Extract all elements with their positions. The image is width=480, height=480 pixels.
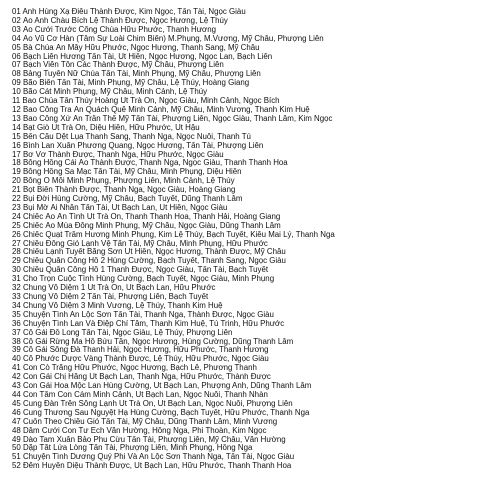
list-item: 24 Chiếc Áo Ân Tình Út Trà Ôn, Thanh Thanh Hoa, Thanh Hải, Hoàng Giang (12, 212, 281, 221)
list-item: 15 Bến Cầu Dệt Lụa Thanh Sang, Thanh Nga, Ngọc Nuôi, Thanh Tú (12, 132, 251, 141)
list-item: 01 Anh Hùng Xạ Điêu Thành Được, Kim Ngọc, Tấn Tài, Ngọc Giàu (12, 8, 246, 16)
list-item: 02 Áo Anh Chàu Bích Lệ Thành Được, Ngọc Hương, Lệ Thủy (12, 16, 228, 25)
list-item: 36 Chuyện Tình Lan Và Điệp Chí Tâm, Thanh Kim Huệ, Tú Trinh, Hữu Phước (12, 319, 285, 328)
list-item: 22 Bụi Đời Hùng Cường, Mỹ Châu, Bạch Tuyết, Dũng Thanh Lâm (12, 195, 243, 204)
list-item: 46 Cung Thương Sau Nguyệt Hạ Hùng Cường, Bạch Tuyết, Hữu Phước, Thanh Nga (12, 408, 310, 417)
list-item: 16 Bình Lan Xuân Phương Quang, Ngọc Hương, Tấn Tài, Phượng Liên (12, 141, 264, 150)
list-item: 45 Cung Đàn Trên Sông Lạnh Út Trà Ôn, Út Bạch Lan, Ngọc Nuôi, Phượng Liên (12, 399, 293, 408)
list-item: 38 Cô Gái Rừng Ma Hồ Bửu Tần, Ngọc Hương, Hùng Cường, Dũng Thanh Lâm (12, 337, 294, 346)
list-item: 21 Bọt Biển Thành Được, Thanh Nga, Ngọc Giàu, Hoàng Giang (12, 186, 236, 195)
list-item: 48 Dâm Cưới Con Tư Ếch Văn Hường, Hồng Nga, Phi Thoàn, Kim Ngọc (12, 426, 267, 435)
list-item: 12 Bao Công Tra Án Quách Quê Minh Cảnh, Mỹ Châu, Minh Vương, Thanh Kim Huệ (12, 105, 310, 114)
list-item: 03 Áo Cưới Trước Cổng Chùa Hữu Phước, Thanh Hương (12, 25, 216, 34)
list-item: 11 Bao Chúa Tần Thủy Hoàng Út Trà Ôn, Ngọc Giàu, Minh Cảnh, Ngọc Bích (12, 97, 280, 106)
list-item: 13 Bao Công Xử Án Trần Thế Mỹ Tấn Tài, Phượng Liên, Ngọc Giàu, Thanh Lâm, Kim Ngọc (12, 114, 333, 123)
list-item: 49 Dào Tam Xuân Bảo Phu Cừu Tấn Tài, Phượng Liên, Mỹ Châu, Văn Hường (12, 435, 286, 444)
list-item: 06 Bạch Liên Hương Tấn Tài, Út Hiền, Ngọc Hương, Ngọc Lan, Bạch Liên (12, 52, 273, 61)
list-item: 25 Chiếc Áo Mùa Đông Minh Phụng, Mỹ Châu, Ngọc Giàu, Dũng Thanh Lâm (12, 221, 281, 230)
list-item: 33 Chung Vô Diệm 2 Tấn Tài, Phượng Liên, Bạch Tuyết (12, 293, 209, 301)
list-item: 41 Con Cò Trắng Hữu Phước, Ngọc Hương, Bạch Lê, Phương Thanh (12, 364, 257, 373)
list-item: 07 Bạch Viên Tôn Các Thành Được, Mỹ Châu, Phượng Liên (12, 61, 224, 70)
list-item: 37 Cô Gái Đồ Long Tấn Tài, Ngọc Giàu, Lệ Thủy, Phượng Liên (12, 328, 233, 337)
list-item: 05 Bà Chúa Ấn Mây Hữu Phước, Ngọc Hương, Thanh Sang, Mỹ Châu (12, 43, 260, 52)
list-item: 08 Bảng Tuyên Nữ Chúa Tấn Tài, Minh Phụng, Mỹ Châu, Phượng Liên (12, 70, 261, 79)
list-item: 18 Bông Hồng Cái Áo Thành Được, Thanh Nga, Ngọc Giàu, Thanh Thanh Hoa (12, 159, 288, 168)
list-item: 52 Đêm Huyền Diệu Thành Được, Út Bạch Lan, Hữu Phước, Thanh Thanh Hoa (12, 462, 292, 471)
list-item: 35 Chuyện Tình An Lộc Sơn Tấn Tài, Thanh Nga, Thành Được, Ngọc Giàu (12, 310, 274, 319)
list-item: 31 Cho Trọn Cuộc Tình Hùng Cường, Bạch Tuyết, Ngọc Giàu, Minh Phụng (12, 275, 275, 284)
list-item: 04 Áo Vũ Cơ Hàn (Tâm Sự Loài Chim Biển) M.Phụng, M.Vương, Mỹ Châu, Phượng Liên (12, 34, 324, 43)
list-item: 39 Cô Gái Sông Đà Thanh Hải, Ngọc Hương, Hữu Phước, Thanh Hương (12, 346, 269, 355)
list-item: 47 Cuốn Theo Chiều Gió Tấn Tài, Mỹ Châu, Dũng Thanh Lâm, Minh Vương (12, 417, 278, 426)
list-item: 26 Chiếc Quạt Trầm Hương Minh Phụng, Kim Lệ Thủy, Bạch Tuyết, Kiều Mai Lý, Thanh Nga (12, 230, 335, 239)
list-item: 09 Bão Biển Tấn Tài, Minh Phụng, Mỹ Châu, Lệ Thủy, Hoàng Giang (12, 79, 250, 88)
list-item: 30 Chiều Quân Công Hồ 1 Thanh Được, Ngọc Giàu, Tấn Tài, Bạch Tuyết (12, 266, 269, 275)
list-item: 17 Bơ Vơ Thành Được, Thanh Nga, Hữu Phước, Ngọc Giàu (12, 150, 224, 159)
list-item: 51 Chuyện Tình Dương Quý Phi Và An Lộc Sơn Thanh Nga, Tấn Tài, Ngọc Giàu (12, 453, 295, 462)
list-item: 43 Con Gái Hoa Mộc Lan Hùng Cường, Út Bạch Lan, Phượng Anh, Dũng Thanh Lâm (12, 382, 312, 391)
list-item: 32 Chung Vô Diệm 1 Út Trà Ôn, Út Bạch Lan, Hữu Phước (12, 284, 216, 293)
list-item: 14 Bạt Giò Út Trà Ôn, Diệu Hiền, Hữu Phước, Út Hậu (12, 123, 200, 132)
list-item: 50 Dặp Tắt Lửa Lòng Tấn Tài, Phượng Liên, Minh Phụng, Hồng Nga (12, 444, 253, 453)
song-list (12, 8, 478, 471)
list-item: 10 Bão Cát Minh Phụng, Mỹ Châu, Minh Cảnh, Lệ Thủy (12, 88, 208, 97)
list-item: 42 Con Gái Chị Hằng Út Bạch Lan, Thanh Nga, Hữu Phước, Thành Được (12, 373, 271, 382)
list-item: 20 Bông Ô Môi Minh Phụng, Phượng Liên, Minh Cảnh, Lệ Thủy (12, 177, 235, 186)
list-item: 44 Con Tằm Con Cám Minh Cảnh, Út Bạch Lan, Ngọc Nuôi, Thanh Nhàn (12, 390, 268, 399)
list-item: 34 Chung Vô Diệm 3 Minh Vương, Lệ Thủy, Thanh Kim Huệ (12, 301, 223, 310)
list-item: 40 Cô Phước Dược Vàng Thành Được, Lệ Thủy, Hữu Phước, Ngọc Giàu (12, 355, 269, 364)
list-item: 28 Chiếu Lạnh Tuyết Băng Sơn Út Hiền, Ngọc Hương, Thành Được, Mỹ Châu (12, 248, 286, 257)
list-item: 27 Chiều Đông Gió Lạnh Vệ Tấn Tài, Mỹ Châu, Minh Phụng, Hữu Phước (12, 239, 268, 248)
list-item: 23 Bụi Mờ Ái Nhân Tấn Tài, Út Bạch Lan, Út Hiền, Ngọc Giàu (12, 203, 228, 212)
list-item: 29 Chiều Quân Công Hồ 2 Hùng Cường, Bạch Tuyết, Thanh Sang, Ngọc Giàu (12, 257, 286, 266)
list-item: 19 Bông Hồng Sa Mạc Tấn Tài, Mỹ Châu, Minh Phụng, Diệu Hiền (12, 168, 242, 177)
